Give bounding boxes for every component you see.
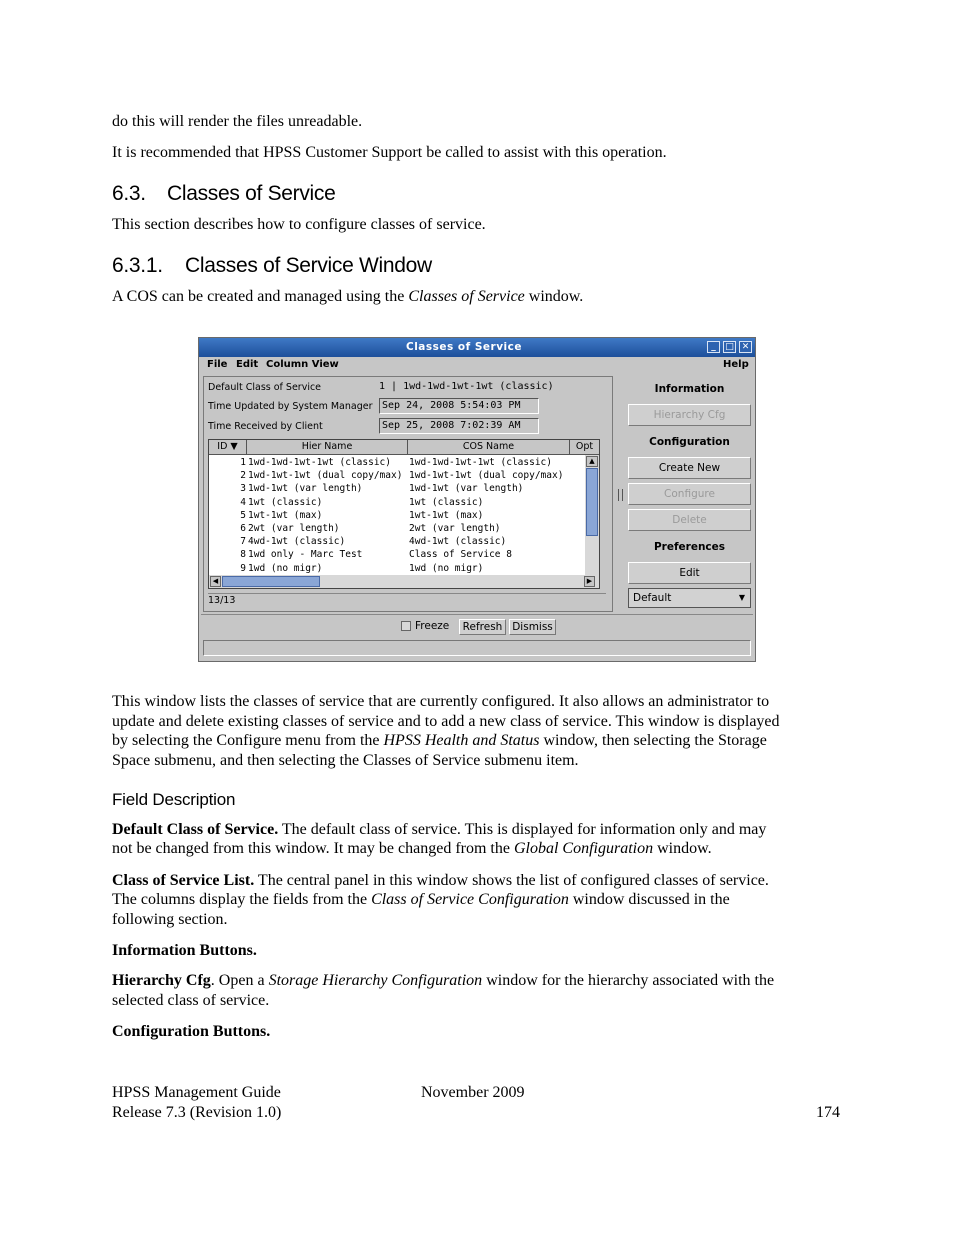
scroll-right-icon[interactable]: ▶ [584,576,595,587]
cos-list-desc-line-2 [112,890,730,910]
cos-list-desc-line-1 [112,871,769,891]
vertical-scrollbar[interactable] [585,455,599,575]
row-id: 7 [240,536,246,548]
preferences-section-label: Preferences [653,541,726,553]
term: Default Class of Service. [112,821,279,838]
menu-column-view[interactable]: Column View [266,359,339,370]
row-hier-name: 1wd (no migr) [248,562,323,574]
text: not be changed from this window. It may be changed from the [112,840,514,857]
window-name: Classes of Service [408,288,525,305]
window-name: Storage Hierarchy Configuration [268,972,483,989]
row-id: 1 [240,457,246,468]
row-hier-name: 1wd-1wd-1wt-1wt (classic) [248,457,391,468]
table-row[interactable] [209,509,585,522]
row-id: 6 [240,523,246,534]
window-titlebar [199,338,755,357]
menu-bar [199,358,755,373]
hierarchy-cfg-desc-line-1 [112,971,774,991]
chevron-down-icon: ▼ [738,593,745,602]
configuration-section-label: Configuration [649,436,730,448]
text: The columns display the fields from the [112,891,372,908]
table-row[interactable] [209,456,585,469]
row-id: 4 [240,496,246,508]
row-cos-name: 1wt-1wt (max) [409,509,484,521]
default-cos-desc-line-1 [112,820,766,840]
row-cos-name: 1wd-1wt (var length) [409,483,524,495]
menu-help[interactable]: Help [723,359,749,370]
delete-button[interactable]: Delete [628,509,751,531]
preferences-select[interactable] [628,588,751,608]
window-name: HPSS Health and Status [383,732,540,749]
description-line-2: update and delete existing classes of service and to add a new class of service. This window is displayed [112,713,780,730]
row-id: 2 [240,470,246,482]
row-hier-name: 1wt-1wt (max) [248,509,323,521]
section-6-3-heading [112,182,336,206]
row-count: 13/13 [208,595,236,606]
configure-button[interactable]: Configure [628,483,751,505]
cos-list-panel [203,376,613,612]
information-buttons-heading: Information Buttons. [112,942,257,959]
table-row[interactable] [209,496,585,509]
hierarchy-cfg-desc-line-2: selected class of service. [112,992,270,1009]
text: window for the hierarchy associated with the [482,972,775,989]
create-new-button[interactable]: Create New [628,457,751,479]
description-line-3 [112,731,767,751]
table-row[interactable] [209,469,585,482]
column-header-cos-name[interactable]: COS Name [408,440,570,455]
horizontal-scroll-thumb[interactable] [222,576,320,587]
text: The default class of service. This is displayed for information only and may [278,821,767,838]
row-hier-name: 1wd-1wt-1wt (dual copy/max) [248,470,403,482]
text: window discussed in the [568,891,730,908]
horizontal-scrollbar[interactable] [209,575,599,588]
description-line-1: This window lists the classes of service that are currently configured. It also allows an administrator to [112,693,770,710]
window-name: Class of Service Configuration [371,891,569,908]
text: A COS can be created and managed using the [112,288,409,305]
footer-page-number: 174 [816,1104,840,1121]
time-received-field: Sep 25, 2008 7:02:39 AM [379,418,539,434]
cos-list-desc-line-3: following section. [112,911,228,928]
row-hier-name: 2wt (var length) [248,523,340,534]
vertical-scroll-thumb[interactable] [586,468,598,536]
row-cos-name: 4wd-1wt (classic) [409,536,507,548]
text: by selecting the Configure menu from the [112,732,384,749]
classes-of-service-window [198,337,756,662]
column-header-opt[interactable]: Opt [570,440,600,455]
information-section-label: Information [654,383,725,395]
description-line-4: Space submenu, and then selecting the Classes of Service submenu item. [112,752,579,769]
freeze-checkbox[interactable] [401,621,411,631]
row-hier-name: 1wd-1wt (var length) [248,483,363,495]
edit-preferences-button[interactable]: Edit [628,562,751,584]
preferences-select-value: Default [633,592,672,604]
refresh-button[interactable]: Refresh [459,619,506,635]
row-hier-name: 1wd only - Marc Test [248,549,363,561]
text: . Open a [210,972,269,989]
text: window. [653,840,712,857]
intro-line-1: do this will render the files unreadable. [112,113,363,130]
default-cos-value: 1 | 1wd-1wd-1wt-1wt (classic) [379,381,554,392]
table-row[interactable] [209,522,585,535]
section-6-3-1-heading [112,254,432,278]
row-count-status [208,593,606,608]
status-bar [203,640,751,656]
section-number: 6.3. [112,182,146,205]
window-title: Classes of Service [405,341,522,353]
column-header-id[interactable]: ID ▼ [209,440,247,455]
table-row[interactable] [209,482,585,495]
section-title: Classes of Service Window [185,254,432,277]
dismiss-button[interactable]: Dismiss [509,619,556,635]
maximize-icon[interactable]: □ [723,341,736,353]
section-number: 6.3.1. [112,254,163,277]
text: The central panel in this window shows the list of configured classes of service. [254,872,769,889]
footer-release: Release 7.3 (Revision 1.0) [112,1104,282,1121]
column-header-hier-name[interactable]: Hier Name [247,440,408,455]
window-name: Global Configuration [513,840,654,857]
term: Hierarchy Cfg [112,972,211,989]
time-updated-field: Sep 24, 2008 5:54:03 PM [379,398,539,414]
default-cos-label: Default Class of Service [208,382,322,393]
row-cos-name: 1wd-1wd-1wt-1wt (classic) [409,457,552,468]
table-row[interactable] [209,535,585,548]
section-6-3-1-text [112,287,583,307]
term: Class of Service List. [112,872,255,889]
configuration-buttons-heading: Configuration Buttons. [112,1023,271,1040]
row-cos-name: 1wt (classic) [409,496,484,508]
scroll-left-icon[interactable]: ◀ [210,576,221,587]
time-received-label: Time Received by Client [208,421,323,432]
table-row[interactable] [209,548,585,561]
text: window. [524,288,584,305]
close-icon[interactable]: ✕ [739,341,752,353]
scroll-up-icon[interactable]: ▲ [586,456,598,467]
table-row[interactable] [209,562,585,574]
menu-edit[interactable]: Edit [236,359,259,370]
row-cos-name: 1wd-1wt-1wt (dual copy/max) [409,470,564,482]
row-cos-name: 2wt (var length) [409,523,501,534]
row-id: 3 [240,483,246,495]
field-description-heading: Field Description [112,790,236,809]
default-cos-desc-line-2 [112,839,712,859]
row-id: 5 [240,509,246,521]
text: window, then selecting the Storage [539,732,767,749]
row-hier-name: 1wt (classic) [248,496,323,508]
section-6-3-text: This section describes how to configure classes of service. [112,216,486,233]
footer-guide: HPSS Management Guide [112,1084,281,1101]
row-cos-name: Class of Service 8 [409,549,512,561]
minimize-icon[interactable]: _ [707,341,720,353]
divider [201,614,753,615]
table-rows [209,456,585,574]
intro-line-2: It is recommended that HPSS Customer Support be called to assist with this operation. [112,144,667,161]
cos-table [208,439,600,589]
hierarchy-cfg-button[interactable]: Hierarchy Cfg [628,404,751,426]
row-hier-name: 4wd-1wt (classic) [248,536,346,548]
row-id: 9 [240,562,246,574]
row-cos-name: 1wd (no migr) [409,562,484,574]
row-id: 8 [240,549,246,561]
section-title: Classes of Service [167,182,336,205]
footer-date: November 2009 [421,1084,525,1101]
menu-file[interactable]: File [207,359,228,370]
freeze-label: Freeze [415,620,450,632]
time-updated-label: Time Updated by System Manager [208,401,373,412]
